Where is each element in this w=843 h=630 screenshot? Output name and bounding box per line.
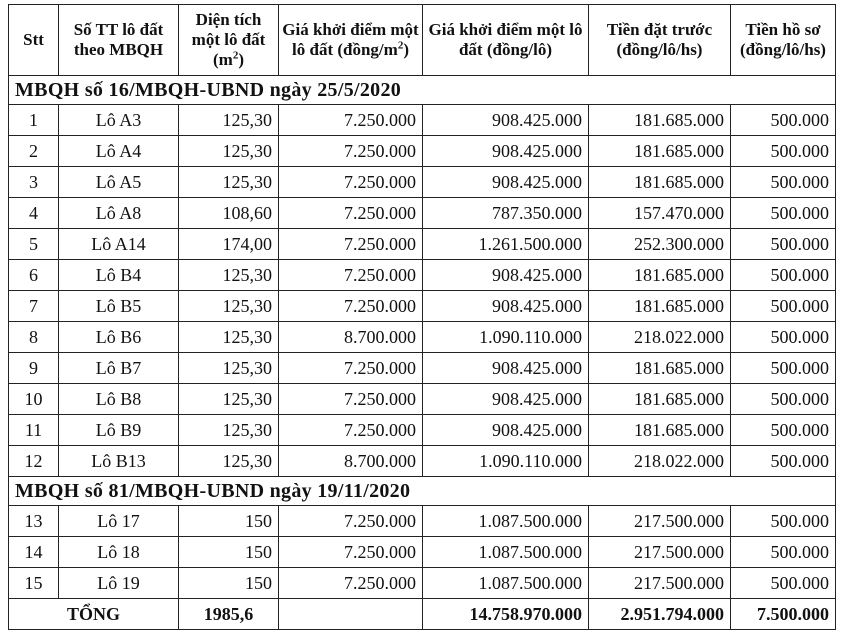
row-stt: 9 [9, 353, 59, 384]
header-lot-number: Số TT lô đất theo MBQH [59, 5, 179, 76]
row-stt: 6 [9, 260, 59, 291]
table-row [9, 260, 836, 291]
row-lot-price: 908.425.000 [423, 136, 589, 167]
header-lot-price: Giá khởi điểm một lô đất (đồng/lô) [423, 5, 589, 76]
row-stt: 10 [9, 384, 59, 415]
row-stt: 14 [9, 537, 59, 568]
row-deposit: 181.685.000 [589, 105, 731, 136]
table-row [9, 167, 836, 198]
row-lot-price: 908.425.000 [423, 167, 589, 198]
row-unit-price: 8.700.000 [279, 322, 423, 353]
row-deposit: 181.685.000 [589, 353, 731, 384]
row-lot-price: 1.087.500.000 [423, 568, 589, 599]
total-area: 1985,6 [179, 599, 279, 630]
table-row [9, 322, 836, 353]
row-unit-price: 7.250.000 [279, 291, 423, 322]
row-lot: Lô A14 [59, 229, 179, 260]
row-unit-price: 7.250.000 [279, 260, 423, 291]
row-lot-price: 908.425.000 [423, 384, 589, 415]
header-row [9, 5, 836, 76]
header-fee: Tiền hồ sơ (đồng/lô/hs) [731, 5, 836, 76]
row-deposit: 217.500.000 [589, 506, 731, 537]
row-lot: Lô 18 [59, 537, 179, 568]
row-unit-price: 7.250.000 [279, 384, 423, 415]
row-unit-price: 7.250.000 [279, 229, 423, 260]
row-fee: 500.000 [731, 260, 836, 291]
row-area: 125,30 [179, 291, 279, 322]
land-lot-table [8, 4, 836, 630]
header-unit-price-text: Giá khởi điểm một lô đất (đồng/m [282, 20, 419, 59]
row-unit-price: 7.250.000 [279, 167, 423, 198]
table-row [9, 537, 836, 568]
row-lot-price: 787.350.000 [423, 198, 589, 229]
table-row [9, 105, 836, 136]
table-row [9, 446, 836, 477]
total-label: TỔNG [9, 599, 179, 630]
row-unit-price: 8.700.000 [279, 446, 423, 477]
row-lot: Lô B9 [59, 415, 179, 446]
header-area [179, 5, 279, 76]
header-unit-price [279, 5, 423, 76]
row-area: 174,00 [179, 229, 279, 260]
row-deposit: 181.685.000 [589, 260, 731, 291]
row-lot: Lô B6 [59, 322, 179, 353]
row-area: 125,30 [179, 446, 279, 477]
header-area-close: ) [238, 50, 244, 69]
row-lot-price: 908.425.000 [423, 415, 589, 446]
total-row [9, 599, 836, 630]
row-lot: Lô 17 [59, 506, 179, 537]
row-area: 150 [179, 537, 279, 568]
row-stt: 8 [9, 322, 59, 353]
header-stt: Stt [9, 5, 59, 76]
row-area: 108,60 [179, 198, 279, 229]
table-row [9, 229, 836, 260]
row-deposit: 181.685.000 [589, 415, 731, 446]
row-unit-price: 7.250.000 [279, 136, 423, 167]
total-lot-price: 14.758.970.000 [423, 599, 589, 630]
table-body [9, 76, 836, 599]
row-unit-price: 7.250.000 [279, 105, 423, 136]
row-lot-price: 1.261.500.000 [423, 229, 589, 260]
row-deposit: 181.685.000 [589, 167, 731, 198]
table-row [9, 136, 836, 167]
section-title: MBQH số 81/MBQH-UBND ngày 19/11/2020 [9, 477, 836, 506]
header-deposit: Tiền đặt trước (đồng/lô/hs) [589, 5, 731, 76]
row-fee: 500.000 [731, 384, 836, 415]
table-row [9, 506, 836, 537]
row-stt: 11 [9, 415, 59, 446]
row-lot-price: 908.425.000 [423, 291, 589, 322]
row-fee: 500.000 [731, 198, 836, 229]
row-lot: Lô A3 [59, 105, 179, 136]
row-lot-price: 1.090.110.000 [423, 446, 589, 477]
row-lot-price: 1.087.500.000 [423, 537, 589, 568]
header-unit-price-close: ) [403, 40, 409, 59]
header-unit-price-sup: 2 [397, 39, 404, 52]
total-fee: 7.500.000 [731, 599, 836, 630]
row-stt: 5 [9, 229, 59, 260]
row-deposit: 181.685.000 [589, 291, 731, 322]
row-deposit: 252.300.000 [589, 229, 731, 260]
row-fee: 500.000 [731, 568, 836, 599]
row-area: 150 [179, 506, 279, 537]
row-stt: 12 [9, 446, 59, 477]
row-deposit: 218.022.000 [589, 446, 731, 477]
row-area: 125,30 [179, 353, 279, 384]
row-fee: 500.000 [731, 537, 836, 568]
row-deposit: 157.470.000 [589, 198, 731, 229]
row-fee: 500.000 [731, 415, 836, 446]
row-stt: 1 [9, 105, 59, 136]
row-lot-price: 1.090.110.000 [423, 322, 589, 353]
row-unit-price: 7.250.000 [279, 198, 423, 229]
row-fee: 500.000 [731, 167, 836, 198]
row-unit-price: 7.250.000 [279, 506, 423, 537]
row-deposit: 218.022.000 [589, 322, 731, 353]
row-fee: 500.000 [731, 136, 836, 167]
total-unit-price [279, 599, 423, 630]
row-area: 125,30 [179, 167, 279, 198]
row-unit-price: 7.250.000 [279, 415, 423, 446]
row-deposit: 217.500.000 [589, 537, 731, 568]
row-fee: 500.000 [731, 229, 836, 260]
row-lot-price: 1.087.500.000 [423, 506, 589, 537]
row-fee: 500.000 [731, 322, 836, 353]
row-area: 125,30 [179, 105, 279, 136]
row-lot: Lô B4 [59, 260, 179, 291]
section-header-row [9, 477, 836, 506]
row-lot: Lô A8 [59, 198, 179, 229]
header-area-text: Diện tích một lô đất (m [191, 10, 266, 69]
row-stt: 13 [9, 506, 59, 537]
document-page [8, 4, 835, 630]
row-deposit: 217.500.000 [589, 568, 731, 599]
total-deposit: 2.951.794.000 [589, 599, 731, 630]
section-title: MBQH số 16/MBQH-UBND ngày 25/5/2020 [9, 76, 836, 105]
row-lot: Lô A4 [59, 136, 179, 167]
row-fee: 500.000 [731, 506, 836, 537]
row-area: 125,30 [179, 415, 279, 446]
row-unit-price: 7.250.000 [279, 353, 423, 384]
row-stt: 7 [9, 291, 59, 322]
row-deposit: 181.685.000 [589, 384, 731, 415]
row-fee: 500.000 [731, 353, 836, 384]
row-lot: Lô B8 [59, 384, 179, 415]
row-lot: Lô A5 [59, 167, 179, 198]
row-lot: Lô 19 [59, 568, 179, 599]
row-fee: 500.000 [731, 105, 836, 136]
row-area: 125,30 [179, 136, 279, 167]
row-stt: 4 [9, 198, 59, 229]
row-lot: Lô B13 [59, 446, 179, 477]
table-row [9, 291, 836, 322]
row-lot-price: 908.425.000 [423, 260, 589, 291]
row-lot: Lô B7 [59, 353, 179, 384]
row-stt: 2 [9, 136, 59, 167]
row-area: 150 [179, 568, 279, 599]
row-stt: 3 [9, 167, 59, 198]
row-area: 125,30 [179, 384, 279, 415]
table-row [9, 384, 836, 415]
table-row [9, 415, 836, 446]
row-lot-price: 908.425.000 [423, 105, 589, 136]
row-lot: Lô B5 [59, 291, 179, 322]
table-row [9, 353, 836, 384]
row-unit-price: 7.250.000 [279, 537, 423, 568]
header-area-sup: 2 [232, 49, 239, 62]
row-area: 125,30 [179, 260, 279, 291]
row-deposit: 181.685.000 [589, 136, 731, 167]
row-lot-price: 908.425.000 [423, 353, 589, 384]
row-unit-price: 7.250.000 [279, 568, 423, 599]
row-stt: 15 [9, 568, 59, 599]
table-row [9, 198, 836, 229]
row-fee: 500.000 [731, 446, 836, 477]
row-area: 125,30 [179, 322, 279, 353]
table-row [9, 568, 836, 599]
row-fee: 500.000 [731, 291, 836, 322]
section-header-row [9, 76, 836, 105]
